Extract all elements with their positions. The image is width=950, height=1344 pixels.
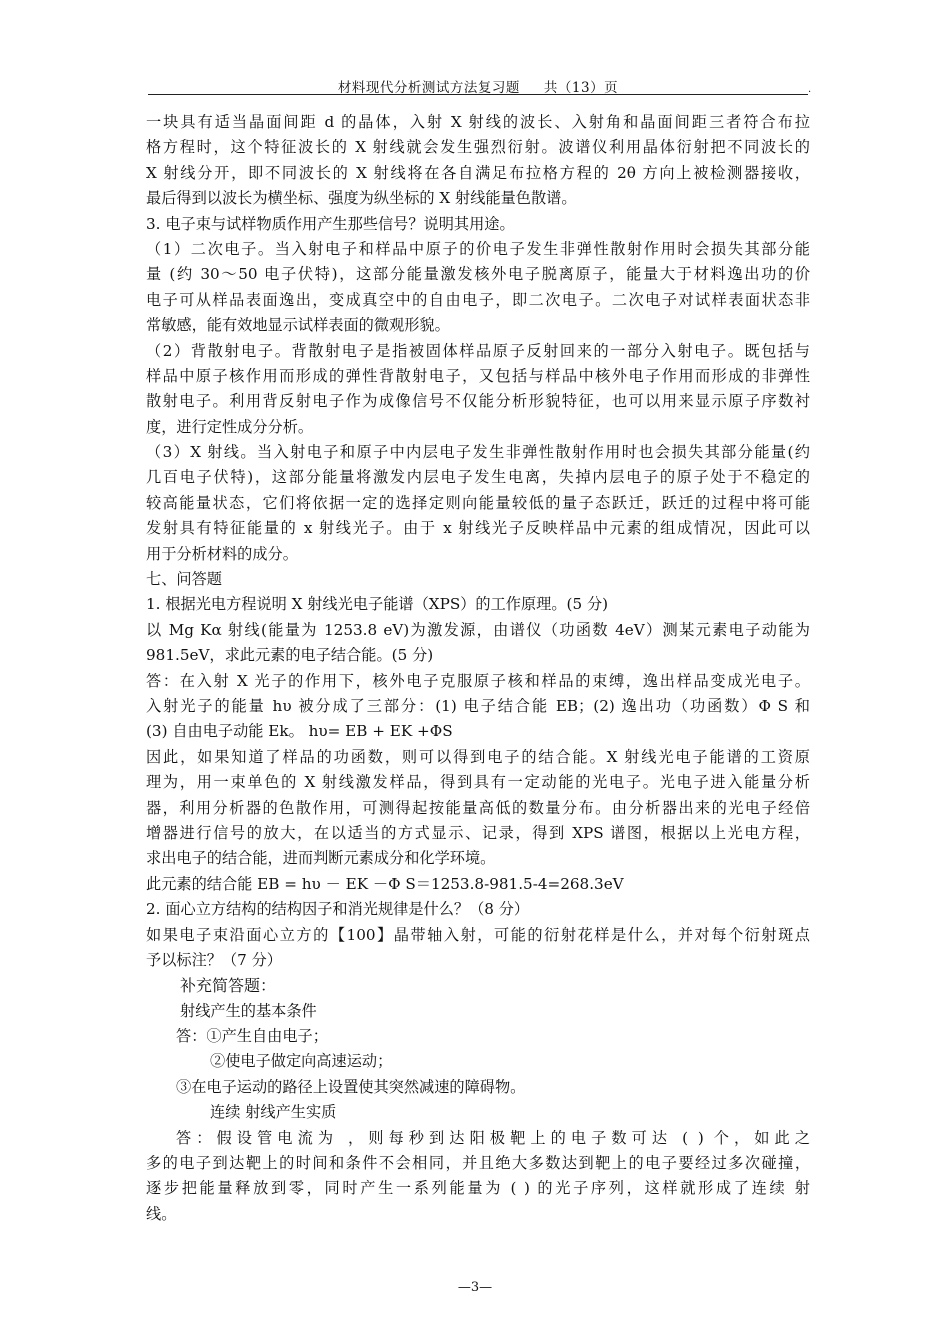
body-line: 981.5eV，求此元素的电子结合能。(5 分) [146, 646, 434, 665]
body-line: (3) 自由电子动能 Ek。 hυ= EB + EK +ΦS [146, 722, 453, 741]
supplement-answer: 线。 [146, 1204, 177, 1223]
supplement-answer: 多的电子到达靶上的时间和条件不会相同，并且绝大多数达到靶上的电子要经过多次碰撞， [146, 1154, 810, 1173]
body-line: 因此，如果知道了样品的功函数，则可以得到电子的结合能。X 射线光电子能谱的工资原 [146, 747, 810, 766]
body-line: 度，进行定性成分分析。 [146, 417, 314, 436]
body-line: 电子可从样品表面逸出，变成真空中的自由电子，即二次电子。二次电子对试样表面状态非 [146, 290, 810, 309]
body-line: X 射线分开，即不同波长的 X 射线将在各自满足布拉格方程的 2θ 方向上被检测器接收， [146, 163, 810, 182]
body-line: 样品中原子核作用而形成的弹性背散射电子，又包括与样品中核外电子作用而形成的非弹性 [146, 366, 810, 385]
body-line: 较高能量状态，它们将依据一定的选择定则向能量较低的量子态跃迁，跃迁的过程中将可能 [146, 493, 810, 512]
document-body [146, 110, 810, 1227]
supplement-answer: 答：①产生自由电子； [176, 1027, 328, 1046]
body-line: 用于分析材料的成分。 [146, 544, 298, 563]
header-edge-mark: . [808, 84, 812, 95]
body-line: 求出电子的结合能，进而判断元素成分和化学环境。 [146, 849, 496, 868]
page-number: —3— [457, 1280, 493, 1295]
body-line: 常敏感，能有效地显示试样表面的微观形貌。 [146, 316, 450, 335]
body-line: （1）二次电子。当入射电子和样品中原子的价电子发生非弹性散射作用时会损失其部分能 [146, 239, 810, 258]
section-heading: 七、问答题 [146, 570, 222, 589]
header-page-count: 共（13）页 [543, 80, 619, 96]
supplement-answer: ③在电子运动的路径上设置使其突然减速的障碍物。 [176, 1077, 526, 1096]
body-line: 予以标注？（7 分） [146, 950, 282, 969]
body-line: 量 (约 30～50 电子伏特)，这部分能量激发核外电子脱离原子，能量大于材料逸出功的价 [146, 265, 810, 284]
supplement-heading: 补充简答题： [180, 976, 277, 996]
question-heading: 2. 面心立方结构的结构因子和消光规律是什么？（8 分） [146, 900, 530, 919]
header-title: 材料现代分析测试方法复习题 [337, 80, 520, 96]
body-line: 如果电子束沿面心立方的【100】晶带轴入射，可能的衍射花样是什么，并对每个衍射斑点 [146, 925, 810, 944]
body-line: 答：在入射 X 光子的作用下，核外电子克服原子核和样品的束缚，逸出样品变成光电子。 [146, 671, 810, 690]
body-line: 器，利用分析器的色散作用，可测得起按能量高低的数量分布。由分析器出来的光电子经倍 [146, 798, 810, 817]
body-line: 几百电子伏特)，这部分能量将激发内层电子发生电离，失掉内层电子的原子处于不稳定的 [146, 468, 810, 487]
body-line: 最后得到以波长为横坐标、强度为纵坐标的 X 射线能量色散谱。 [146, 189, 577, 208]
body-line: 散射电子。利用背反射电子作为成像信号不仅能分析形貌特征，也可以用来显示原子序数衬 [146, 392, 810, 411]
supplement-answer: 逐步把能量释放到零，同时产生一系列能量为 ( ) 的光子序列，这样就形成了连续 射 [146, 1179, 810, 1198]
body-line: （2）背散射电子。背散射电子是指被固体样品原子反射回来的一部分入射电子。既包括与 [146, 341, 810, 360]
page-header [148, 76, 808, 96]
body-line: 增器进行信号的放大，在以适当的方式显示、记录，得到 XPS 谱图，根据以上光电方程， [146, 823, 810, 842]
supplement-question: 射线产生的基本条件 [180, 1001, 317, 1020]
body-line: 以 Mg Kα 射线(能量为 1253.8 eV)为激发源，由谱仪（功函数 4eV）测某元素电子动能为 [146, 620, 810, 639]
body-line: 一块具有适当晶面间距 d 的晶体，入射 X 射线的波长、入射角和晶面间距三者符合布拉 [146, 113, 810, 131]
header-rule [148, 94, 808, 95]
body-line: 理为，用一束单色的 X 射线激发样品，得到具有一定动能的光电子。光电子进入能量分析 [146, 773, 810, 792]
question-heading: 3. 电子束与试样物质作用产生那些信号？说明其用途。 [146, 214, 515, 233]
body-line: 发射具有特征能量的 x 射线光子。由于 x 射线光子反映样品中元素的组成情况，因此可以 [146, 519, 810, 538]
body-line: 入射光子的能量 hυ 被分成了三部分：(1) 电子结合能 EB；(2) 逸出功（功函数）Φ S 和 [146, 696, 810, 715]
question-heading: 1. 根据光电方程说明 X 射线光电子能谱（XPS）的工作原理。(5 分) [146, 595, 609, 614]
body-line: （3）X 射线。当入射电子和原子中内层电子发生非弹性散射作用时也会损失其部分能量(约 [146, 443, 810, 462]
supplement-answer: ②使电子做定向高速运动； [210, 1052, 393, 1071]
body-line: 格方程时，这个特征波长的 X 射线就会发生强烈衍射。波谱仪利用晶体衍射把不同波长的 [146, 138, 810, 157]
supplement-question: 连续 射线产生实质 [210, 1103, 337, 1122]
supplement-answer: 答：假设管电流为 ，则每秒到达阳极靶上的电子数可达 ( ) 个，如此之 [176, 1128, 810, 1147]
body-line: 此元素的结合能 EB = hυ － EK －Φ S＝1253.8-981.5-4=268.3eV [146, 874, 624, 893]
